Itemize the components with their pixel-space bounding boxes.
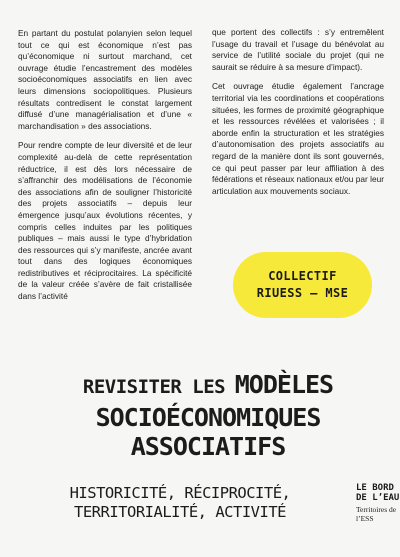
publisher-name-line1: LE BORD [356, 483, 394, 493]
subtitle-line-1: HISTORICITÉ, RÉCIPROCITÉ, [69, 484, 291, 502]
paragraph: En partant du postulat polanyien selon lequel tout ce qui est économique n’est pas qu’économique ni surtout marchand, cet ouvrage étudie l’encastrement des modèles socioéconomiques associatifs en lien avec leurs dimensions sociopolitiques. Plusieurs résultats contredisent le constat largement diffusé d’une managérialisation et d’une « marchandisation » des associations. [18, 28, 192, 131]
author-badge-line2: RIUESS – MSE [256, 286, 349, 300]
paragraph: Pour rendre compte de leur diversité et de leur complexité au-delà de cette représentation réductrice, il est dès lors nécessaire de s’affranchir des modélisations de l’économie des associations afin de souligner l’historicité des projets associatifs – depuis leur émergence jusqu’aux évolutions récentes, y compris celles induites par les politiques publiques – mais aussi le type d’hybridation des ressources qui s’y manifeste, ancrée avant tout dans des logiques économiques redistributives et réciprocitaires. La spécificité de la valeur créée s’avère de fait cristallisée dans l’activité [18, 140, 192, 302]
back-cover-text-left [18, 28, 192, 311]
paragraph: que portent des collectifs : s’y entremêlent l’usage du travail et l’usage du bénévolat au service de l’utilité sociale du projet (qui ne saurait se réduire à sa mesure d’impact). [212, 27, 384, 72]
title-small-part: REVISITER LES [82, 376, 226, 398]
author-badge [233, 252, 372, 318]
book-title [28, 370, 388, 461]
title-line-3: ASSOCIATIFS [130, 432, 286, 461]
publisher-logo [356, 483, 398, 523]
book-subtitle [40, 484, 320, 522]
title-line-1 [28, 370, 388, 403]
collection-name: Territoires de l’ESS [356, 505, 397, 523]
subtitle-line-2: TERRITORIALITÉ, ACTIVITÉ [74, 503, 286, 521]
paragraph: Cet ouvrage étudie également l’ancrage territorial via les coordinations et coopérations situées, les formes de proximité géographique et les ressources révélées et valorisées ; il aborde enfin la structuration et les stratégies d’autonomisation des projets associatifs au regard de la manière dont ils sont gouvernés, ce qui peut passer par leur affiliation à des fédérations et réseaux nationaux et/ou par leur articulation aux mouvements sociaux. [212, 81, 384, 196]
title-big-part: MODÈLES [234, 370, 334, 399]
title-line-2: SOCIOÉCONOMIQUES [95, 403, 321, 432]
back-cover-text-right [212, 27, 384, 205]
publisher-name-line2: DE L’EAU [356, 493, 400, 503]
author-badge-line1: COLLECTIF [268, 269, 337, 283]
